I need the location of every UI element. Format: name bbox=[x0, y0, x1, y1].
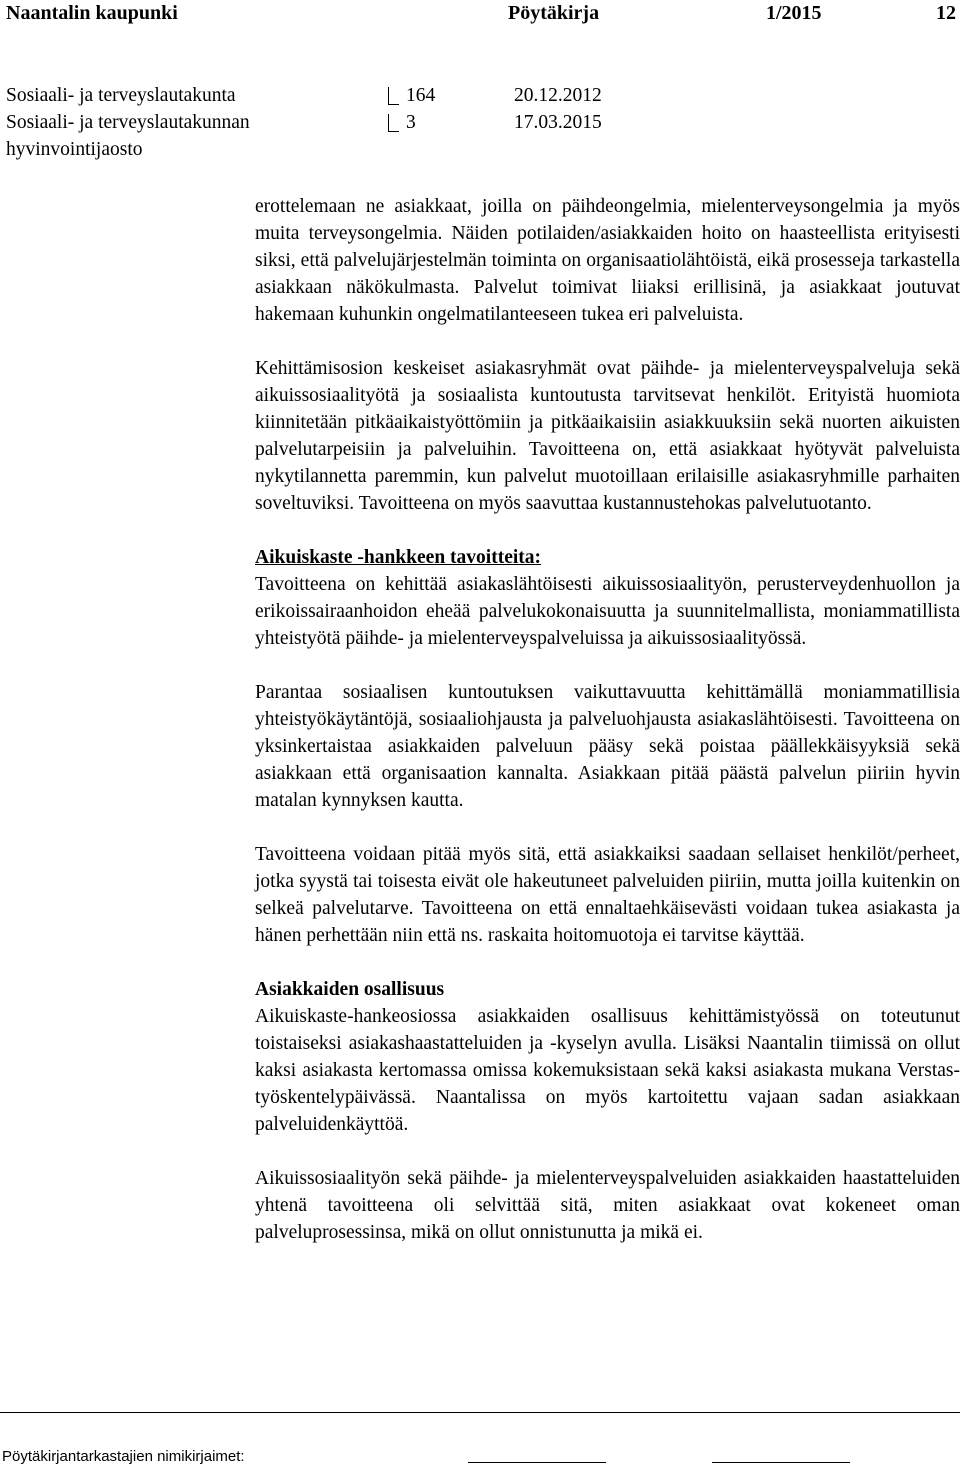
committee-name-continued: hyvinvointijaosto bbox=[6, 139, 143, 160]
page-header bbox=[0, 0, 960, 28]
committee-row bbox=[6, 82, 946, 109]
paragraph: Tavoitteena on kehittää asiakaslähtöisesti aikuissosiaalityön, perusterveydenhuollon ja erikoissairaanhoidon eheää palvelukokonaisuutta ja suunnitelmallista, moniammatillista yhteistyötä päihde- ja mielenterveyspalveluissa ja aikuissosiaalityössä. bbox=[255, 574, 960, 649]
committee-name: Sosiaali- ja terveyslautakunnan bbox=[6, 112, 250, 133]
document-body bbox=[255, 193, 960, 1246]
municipality-name: Naantalin kaupunki bbox=[6, 2, 178, 24]
paragraph: Parantaa sosiaalisen kuntoutuksen vaikuttavuutta kehittämällä moniammatillisia yhteistyökäytäntöjä, sosiaaliohjausta ja palveluohjausta asiakaslähtöisesti. Tavoitteena on yksinkertaistaa asiakkaiden palveluun pääsy sekä poistaa päällekkäisyyksiä sekä asiakkaan että organisaation kannalta. Asiakkaan pitää päästä palvelun piiriin hyvin matalan kynnyksen kautta. bbox=[255, 682, 960, 811]
committee-row bbox=[6, 109, 946, 136]
committee-name: Sosiaali- ja terveyslautakunta bbox=[6, 85, 236, 106]
paragraph: erottelemaan ne asiakkaat, joilla on päihdeongelmia, mielenterveysongelmia ja myös muita terveysongelmia. Näiden potilaiden/asiakkaiden hoito on haasteellista erityisesti siksi, että palvelujärjestelmän toiminta on organisaatiolähtöistä, eikä prosesseja tarkastella asiakkaan näkökulmasta. Palvelut toimivat liiaksi erillisinä, ja asiakkaat joutuvat hakemaan kuhunkin ongelmatilanteeseen tukea eri palveluista. bbox=[255, 196, 960, 325]
section-number: 164 bbox=[406, 85, 436, 106]
committee-references bbox=[6, 82, 946, 163]
section-heading: Aikuiskaste -hankkeen tavoitteita: bbox=[255, 547, 542, 568]
document-type: Pöytäkirja bbox=[508, 2, 600, 24]
issue-number: 1/2015 bbox=[766, 2, 822, 24]
section-mark-icon bbox=[388, 87, 399, 105]
meeting-date: 17.03.2015 bbox=[514, 112, 602, 133]
paragraph: Tavoitteena voidaan pitää myös sitä, että asiakkaiksi saadaan sellaiset henkilöt/perheet, jotka syystä tai toisesta eivät ole hakeutuneet palveluiden piiriin, mutta joilla kuitenkin on selkeä palvelutarve. Tavoitteena on että ennaltaehkäisevästi voidaan tukea asiakasta ja hänen perhettään niin että ns. raskaita hoitomuotoja ei tarvitse käyttää. bbox=[255, 844, 960, 946]
meeting-date: 20.12.2012 bbox=[514, 85, 602, 106]
paragraph: Kehittämisosion keskeiset asiakasryhmät ovat päihde- ja mielenterveyspalveluja sekä aikuissosiaalityötä ja sosiaalista kuntoutusta tarvitsevat henkilöt. Erityistä huomiota kiinnitetään pitkäaikaistyöttömiin ja pitkäaikaisiin asiakkuuksiin sekä nuorten aikuisten palvelutarpeisiin ja palveluihin. Tavoitteena on, että asiakkaat hyötyvät palveluista nykytilannetta paremmin, kun palvelut muotoillaan erilaisille asiakasryhmille parhaiten soveltuviksi. Tavoitteena on myös saavuttaa kustannustehokas palvelutuotanto. bbox=[255, 358, 960, 514]
section-number: 3 bbox=[406, 112, 416, 133]
paragraph: Aikuiskaste-hankeosiossa asiakkaiden osallisuus kehittämistyössä on toteutunut toistaiseksi asiakashaastatteluiden ja -kyselyn avulla. Lisäksi Naantalin tiimissä on ollut kaksi asiakasta kertomassa omissa kokemuksistaan sekä kaksi asiakasta mukana Verstas-työskentelypäivässä. Naantalissa on myös kartoitettu vajaan sadan asiakkaan palveluidenkäyttöä. bbox=[255, 1006, 960, 1135]
section-mark-icon bbox=[388, 114, 399, 132]
page-number: 12 bbox=[936, 2, 956, 24]
footer-divider bbox=[0, 1412, 960, 1413]
section-heading: Asiakkaiden osallisuus bbox=[255, 979, 445, 1000]
paragraph: Aikuissosiaalityön sekä päihde- ja mielenterveyspalveluiden asiakkaiden haastatteluiden yhtenä tavoitteena oli selvittää sitä, miten asiakkaat ovat kokeneet oman palveluprosessinsa, mikä on ollut onnistunutta ja mikä ei. bbox=[255, 1168, 960, 1243]
signature-line bbox=[468, 1462, 606, 1463]
signature-line bbox=[712, 1462, 850, 1463]
footer-label: Pöytäkirjantarkastajien nimikirjaimet: bbox=[2, 1448, 245, 1465]
committee-row bbox=[6, 136, 946, 163]
